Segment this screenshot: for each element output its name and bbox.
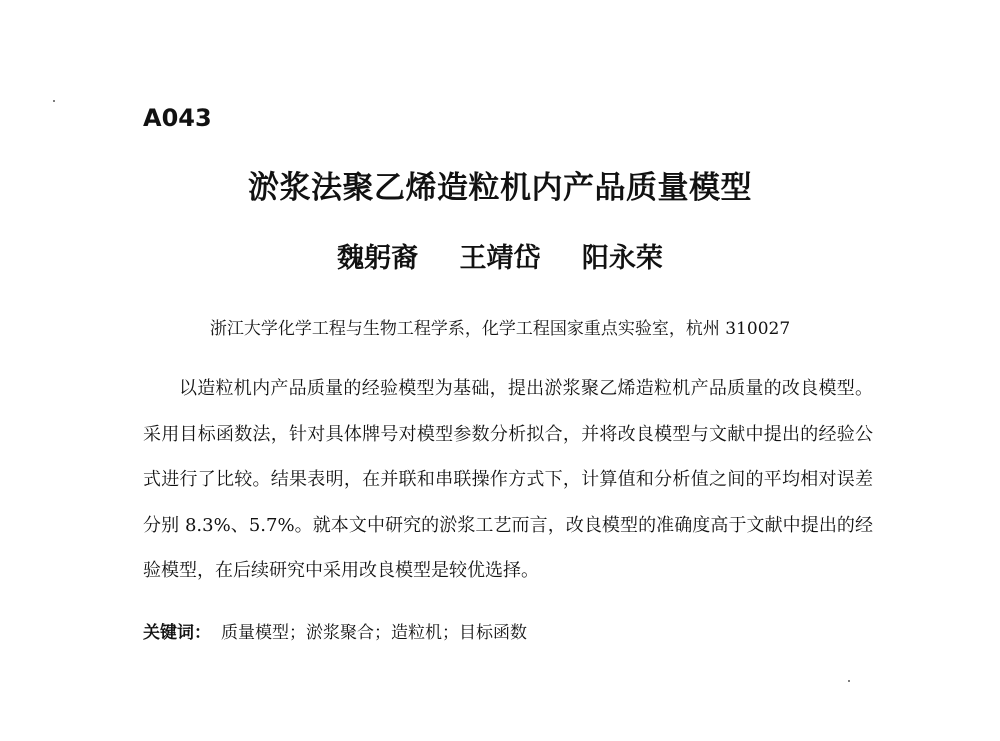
author-list (0, 236, 1000, 275)
affiliation: 浙江大学化学工程与生物工程学系，化学工程国家重点实验室，杭州 310027 (209, 319, 791, 339)
paper-code: A043 (143, 104, 212, 132)
keywords-text: 质量模型；淤浆聚合；造粒机；目标函数 (221, 623, 527, 643)
scan-speck (848, 680, 850, 682)
author-name: 阳永荣 (581, 243, 663, 274)
author-name: 王靖岱 (459, 243, 541, 274)
author-name: 魏躬裔 (337, 243, 419, 274)
keywords-line (143, 618, 527, 643)
abstract-text: 以造粒机内产品质量的经验模型为基础，提出淤浆聚乙烯造粒机产品质量的改良模型。采用目标函数法，针对具体牌号对模型参数分析拟合，并将改良模型与文献中提出的经验公式进行了比较。结果表明，在并联和串联操作方式下，计算值和分析值之间的平均相对误差分别 8.3%、5.7%。就本文中研究的淤浆工艺而言，改良模型的准确度高于文献中提出的经验模型，在后续研究中采用改良模型是较优选择。 (143, 378, 873, 581)
scan-speck (53, 100, 55, 102)
paper-title: 淤浆法聚乙烯造粒机内产品质量模型 (248, 170, 752, 206)
keywords-label: 关键词： (143, 623, 211, 643)
